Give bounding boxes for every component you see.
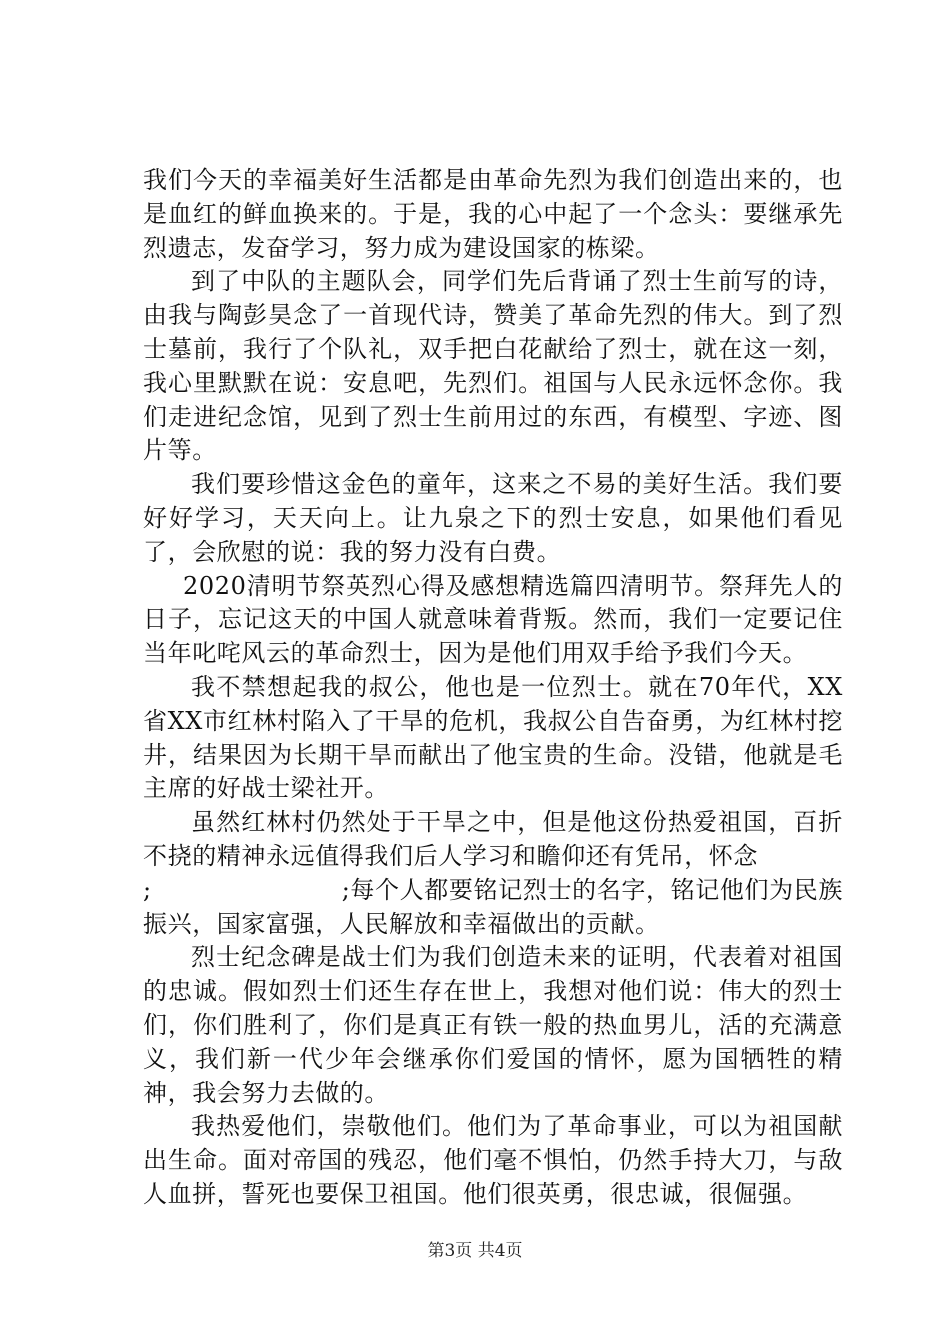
paragraph-7: 烈士纪念碑是战士们为我们创造未来的证明，代表着对祖国的忠诚。假如烈士们还生存在世上，我想对他们说：伟大的烈士们，你们胜利了，你们是真正有铁一般的热血男儿，活的充满意义，我们新一代少年会继承你们爱国的情怀，愿为国牺牲的精神，我会努力去做的。: [143, 943, 843, 1107]
paragraph-2: 到了中队的主题队会，同学们先后背诵了烈士生前写的诗，由我与陶彭昊念了一首现代诗，赞美了革命先烈的伟大。到了烈士墓前，我行了个队礼，双手把白花献给了烈士，就在这一刻，我心里默默在说：安息吧，先烈们。祖国与人民永远怀念你。我们走进纪念馆，见到了烈士生前用过的东西，有模型、字迹、图片等。: [143, 267, 843, 465]
paragraph-6-semicolon: ;: [143, 875, 152, 904]
page-number-label: 第3页 共4页: [427, 1241, 523, 1261]
paragraph-5: 我不禁想起我的叔公，他也是一位烈士。就在70年代，XX省XX市红林村陷入了干旱的危机，我叔公自告奋勇，为红林村挖井，结果因为长期干旱而献出了他宝贵的生命。没错，他就是毛主席的好战士梁社开。: [143, 672, 843, 803]
page-footer: [0, 1240, 950, 1262]
paragraph-1: 我们今天的幸福美好生活都是由革命先烈为我们创造出来的，也是血红的鲜血换来的。于是，我的心中起了一个念头：要继承先烈遗志，发奋学习，努力成为建设国家的栋梁。: [143, 166, 843, 262]
paragraph-6-part-1: 虽然红林村仍然处于干旱之中，但是他这份热爱祖国，百折不挠的精神永远值得我们后人学习和瞻仰还有凭吊，怀念: [143, 808, 843, 870]
paragraph-8: 我热爱他们，崇敬他们。他们为了革命事业，可以为祖国献出生命。面对帝国的残忍，他们毫不惧怕，仍然手持大刀，与敌人血拼，誓死也要保卫祖国。他们很英勇，很忠诚，很倔强。: [143, 1112, 843, 1208]
paragraph-4: 2020清明节祭英烈心得及感想精选篇四清明节。祭拜先人的日子，忘记这天的中国人就意味着背叛。然而，我们一定要记住当年叱咤风云的革命烈士，因为是他们用双手给予我们今天。: [143, 571, 843, 668]
paragraph-3: 我们要珍惜这金色的童年，这来之不易的美好生活。我们要好好学习，天天向上。让九泉之下的烈士安息，如果他们看见了，会欣慰的说：我的努力没有白费。: [143, 470, 843, 566]
document-body: [143, 164, 843, 1212]
paragraph-6: [143, 806, 843, 941]
paragraph-6-part-3: ;每个人都要铭记烈士的名字，铭记他们为民族振兴，国家富强，人民解放和幸福做出的贡献。: [143, 875, 843, 938]
